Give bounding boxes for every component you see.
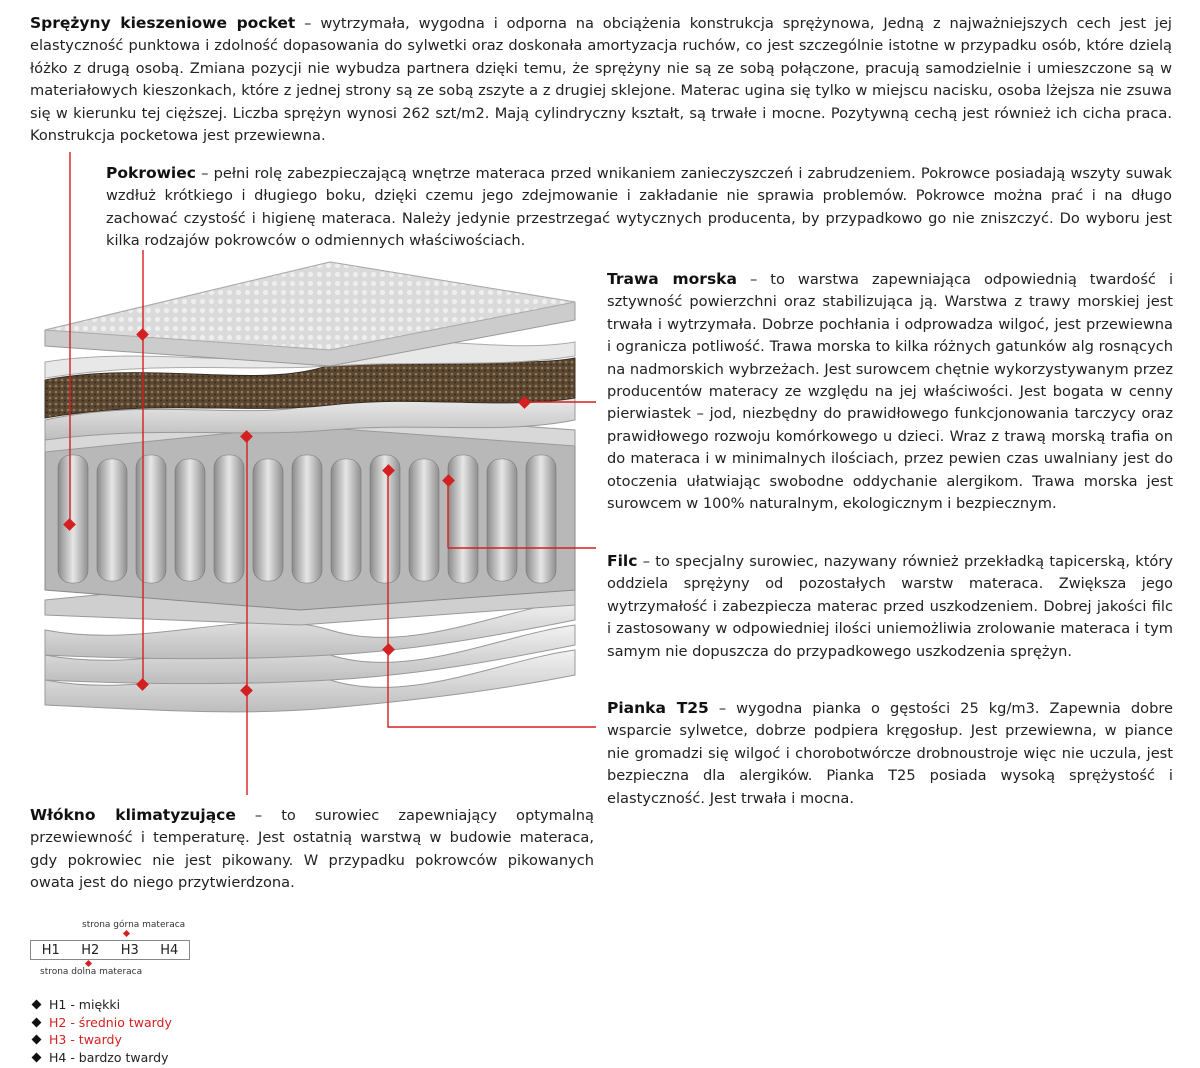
cover-body: – pełni rolę zabezpieczającą wnętrze materaca przed wnikaniem zanieczyszczeń i zabrudzeniem. Pokrowce posiadają wszyty suwak wzdłuż krótkiego i długiego boku, dzięki czemu jego zdejmowanie i zakładanie nie sprawia problemów. Pokrowce można prać i na długo zachować czystość i higienę materaca. Należy jedynie przestrzegać wytycznych producenta, by przypadkowo go nie zniszczyć. Do wyboru jest kilka rodzajów pokrowców o odmiennych właściwościach. [106, 165, 1172, 250]
felt-body: – to specjalny surowiec, nazywany również przekładką tapicerską, który oddziela sprężyny od pozostałych warstw materaca. Zwiększa jego wytrzymałość i zabezpiecza materac przed uszkodzeniem. Dobrej jakości filc i zastosowany w odpowiedniej ilości uniemożliwia zrolowanie materaca i tym samym nie dopuszcza do przypadkowego uszkodzenia sprężyn. [607, 553, 1173, 660]
spring-pocket [97, 459, 127, 581]
spring-pocket [253, 459, 283, 581]
top-side-caption: strona górna materaca [82, 920, 186, 930]
bottom-side-caption: strona dolna materaca [40, 967, 143, 977]
seaweed-body: – to warstwa zapewniająca odpowiednią twardość i sztywność powierzchni oraz stabilizująca ją. Warstwa z trawy morskiej jest trwała i wytrzymała. Dobrze pochłania i odprowadza wilgoć, jest przewiewna i ogranicza potliwość. Trawa morska to kilka różnych gatunków alg rosnących na nadmorskich wybrzeżach. Jest surowcem chętnie wykorzystywanym przez producentów materacy ze względu na jej właściwości. Jest bogata w cenny pierwiastek – jod, niezbędny do prawidłowego funkcjonowania tarczycy oraz prawidłowego rozwoju komórkowego u dzieci. Wraz z trawą morską trafia on do materaca i w minimalnych ilościach, przez pewien czas uwalniany jest do otoczenia ułatwiając swobodne oddychanie alergikom. Trawa morska jest surowcem w 100% naturalnym, ekologicznym i bezpiecznym. [607, 271, 1174, 513]
spring-pocket [136, 455, 166, 583]
level-h3: H3 [120, 942, 139, 958]
felt-heading: Filc [607, 552, 638, 570]
foam-body: – wygodna pianka o gęstości 25 kg/m3. Zapewnia dobre wsparcie sylwetce, dobrze podpiera kręgosłup. Jest przewiewna, w piance nie gromadzi się wilgoć i chorobotwórcze drobnoustroje więc nie uczula, jest bezpieczna dla alergików. Pianka T25 posiada wysoką sprężystość i elastyczność. Jest trwała i mocna. [607, 700, 1173, 807]
foam-heading: Pianka T25 [607, 699, 709, 717]
springs-body: – wytrzymała, wygodna i odporna na obciążenia konstrukcja sprężynowa, Jedną z najważniejszych cech jest jej elastyczność punktowa i zdolność dopasowania do sylwetki oraz doskonała amortyzacja ruchów, co jest szczególnie istotne w przypadku osób, które dzielą łóżko z drugą osobą. Zmiana pozycji nie wybudza partnera dzięki temu, że sprężyny nie są ze sobą połączone, pracują samodzielnie i umieszczone są w materiałowych kieszonkach, które z jednej strony są ze sobą zszyte a z drugiej sklejone. Materac ugina się tylko w miejscu nacisku, osoba lżejsza nie zsuwa się w kierunku tej cięższej. Liczba sprężyn wynosi 262 szt/m2. Mają cylindryczny kształt, są trwałe i mocne. Pozytywną cechą jest również ich cicha praca. Konstrukcja pocketowa jest przewiewna. [30, 15, 1172, 145]
diamond-icon [32, 1017, 42, 1027]
level-h1: H1 [41, 942, 60, 958]
hardness-scale [30, 918, 230, 988]
fiber-heading: Włókno klimatyzujące [30, 806, 236, 824]
hardness-levels [30, 940, 190, 960]
hardness-legend [30, 996, 172, 1066]
spring-pocket [409, 459, 439, 581]
legend-item: H4 - bardzo twardy [30, 1049, 172, 1067]
spring-pocket [58, 455, 88, 583]
spring-pocket [214, 455, 244, 583]
spring-pocket [175, 459, 205, 581]
spring-pocket [487, 459, 517, 581]
cover-heading: Pokrowiec [106, 164, 196, 182]
spring-pocket [370, 455, 400, 583]
level-h2: H2 [81, 942, 100, 958]
spring-pocket [292, 455, 322, 583]
diamond-icon [32, 1035, 42, 1045]
legend-item: H2 - średnio twardy [30, 1014, 172, 1032]
diamond-icon [32, 1000, 42, 1010]
springs-heading: Sprężyny kieszeniowe pocket [30, 14, 296, 32]
legend-item: H3 - twardy [30, 1031, 172, 1049]
diamond-icon [32, 1052, 42, 1062]
fiber-body: – to surowiec zapewniający optymalną przewiewność i temperaturę. Jest ostatnią warstwą w budowie materaca, gdy pokrowiec nie jest pikowany. W przypadku pokrowców pikowanych owata jest do niego przytwierdzona. [30, 807, 594, 892]
bottom-side-marker [85, 960, 92, 967]
seaweed-heading: Trawa morska [607, 270, 737, 288]
legend-item: H1 - miękki [30, 996, 172, 1014]
pocket-springs-block [45, 420, 575, 610]
top-side-marker [123, 930, 130, 937]
spring-pocket [526, 455, 556, 583]
spring-pocket [331, 459, 361, 581]
spring-pocket [448, 455, 478, 583]
level-h4: H4 [160, 942, 179, 958]
